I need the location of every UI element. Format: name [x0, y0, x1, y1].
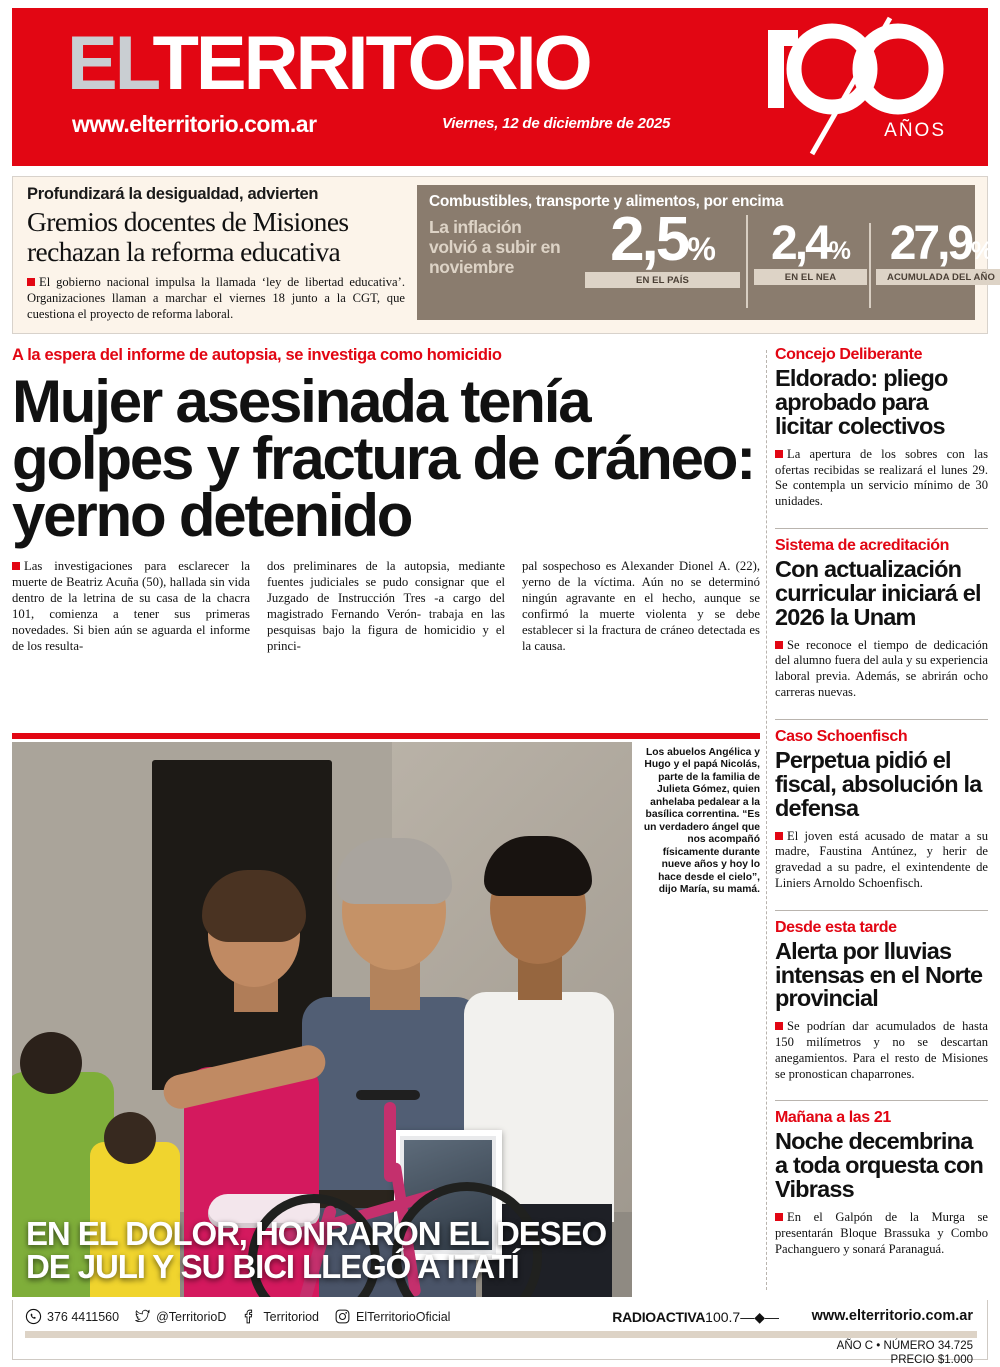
- bullet-square-icon: [775, 450, 783, 458]
- sidebar-item-concejo-deliberante[interactable]: [775, 346, 988, 519]
- sidebar-kicker: Caso Schoenfisch: [775, 727, 908, 745]
- lead-column-2: dos preliminares de la autopsia, mediante fuentes judiciales se pudo consignar que el Juzgado de Instrucción Tres -a cargo del magistrado Fernando Verón- trabaja en las pesquisas bajo la figura de homicidio y el princi-: [267, 559, 505, 653]
- lead-story[interactable]: [12, 346, 760, 654]
- sidebar-body: Se podrían dar acumulados de hasta 150 milímetros y no se descartan anegamientos. Para el resto de Misiones se pronostican chaparrones.: [775, 1019, 988, 1081]
- sidebar-body: Se reconoce el tiempo de dedicación del alumno fuera del aula y su experiencia laboral previa. Además, se abrirán ocho carreras nuevas.: [775, 637, 988, 699]
- sidebar-item-noche-decembrina[interactable]: [775, 1109, 988, 1266]
- footer-website[interactable]: www.elterritorio.com.ar: [811, 1308, 973, 1324]
- whatsapp-icon[interactable]: [25, 1308, 42, 1325]
- feature-photo-block[interactable]: [12, 733, 760, 1298]
- facebook-icon[interactable]: [241, 1308, 258, 1325]
- whatsapp-number[interactable]: 376 4411560: [47, 1309, 120, 1324]
- sidebar-kicker: Sistema de acreditación: [775, 536, 949, 554]
- stat-label: EN EL PAÍS: [585, 272, 740, 288]
- footer-bar: [25, 1331, 977, 1338]
- lead-column-3: pal sospechoso es Alexander Dionel A. (22), yerno de la víctima. Aún no se determinó ningún agravante en el hecho, aunque se confirmó la muerte violenta y se debe establecer si la fractura de cráneo detectada es la causa.: [522, 559, 760, 653]
- sidebar-divider: [775, 1100, 988, 1101]
- inflation-stat-nea: [754, 217, 867, 285]
- sidebar-headline: Noche decembrina a toda orquesta con Vibrass: [775, 1128, 984, 1203]
- twitter-handle[interactable]: @TerritorioD: [156, 1309, 227, 1324]
- radio-name: RADIOACTIVA: [612, 1309, 706, 1325]
- photo-caption: Los abuelos Angélica y Hugo y el papá Nicolás, parte de la familia de Julieta Gómez, quien anhelaba pedalear a la basílica correntina. “Es un verdadero ángel que nos acompañó físicamente durante nueve años y hoy lo hace desde el cielo”, dijo María, su mamá.: [643, 747, 760, 895]
- bullet-square-icon: [775, 641, 783, 649]
- bullet-square-icon: [775, 832, 783, 840]
- price: PRECIO $1.000: [890, 1353, 973, 1366]
- bullet-square-icon: [12, 562, 20, 570]
- footer: [12, 1300, 988, 1366]
- banner-education-story[interactable]: [27, 185, 405, 323]
- logo-territorio: TERRITORIO: [152, 21, 590, 106]
- banner-headline: Gremios docentes de Misiones rechazan la reforma educativa: [27, 206, 349, 267]
- sidebar-divider: [775, 910, 988, 911]
- centennial-anos-label: AÑOS: [884, 120, 946, 141]
- stat-value: 2,5%: [610, 205, 715, 274]
- banner-kicker: Profundizará la desigualdad, advierten: [27, 185, 319, 203]
- logo-el: EL: [67, 21, 153, 106]
- bullet-square-icon: [27, 278, 35, 286]
- sidebar-kicker: Desde esta tarde: [775, 918, 897, 936]
- lead-story-columns: [12, 558, 760, 654]
- newspaper-logo[interactable]: [67, 21, 590, 106]
- sidebar-divider: [775, 719, 988, 720]
- lead-story-headline: Mujer asesinada tenía golpes y fractura de cráneo: yerno detenido: [12, 368, 754, 549]
- sidebar-kicker: Concejo Deliberante: [775, 346, 923, 363]
- sidebar-headline: Alerta por lluvias intensas en el Norte provincial: [775, 937, 983, 1012]
- inflation-stat-country: [585, 205, 740, 288]
- stat-divider: [746, 215, 748, 308]
- inflation-top-line: Combustibles, transporte y alimentos, por encima: [429, 193, 784, 210]
- inflation-infographic: [417, 185, 995, 320]
- photo-top-rule: [12, 733, 760, 739]
- sidebar: [775, 346, 988, 1266]
- sidebar-body: La apertura de los sobres con las ofertas recibidas se realizará el lunes 29. Se contempla un servicio mínimo de 30 unidades.: [775, 446, 988, 509]
- soundwave-icon: —◆—: [740, 1309, 779, 1325]
- top-banner: [12, 176, 995, 334]
- twitter-icon[interactable]: [134, 1308, 151, 1325]
- banner-body: El gobierno nacional impulsa la llamada ‘ley de libertad educativa’. Organizaciones llaman a marchar el viernes 18 junto a la CGT, que cuestiona el proyecto de reforma laboral.: [27, 275, 405, 322]
- stat-label: ACUMULADA DEL AÑO: [876, 269, 1000, 285]
- radio-frequency: 100.7: [705, 1309, 741, 1325]
- masthead-website-url[interactable]: www.elterritorio.com.ar: [72, 111, 317, 137]
- footer-social-links: [25, 1308, 460, 1325]
- instagram-icon[interactable]: [334, 1308, 351, 1325]
- sidebar-headline: Con actualización curricular iniciará el 2026 la Unam: [775, 555, 981, 630]
- feature-photo: [12, 742, 632, 1297]
- stat-divider: [869, 223, 871, 308]
- sidebar-headline: Perpetua pidió el fiscal, absolución la defensa: [775, 746, 982, 821]
- photo-overlay-headline: EN EL DOLOR, HONRARON EL DESEO DE JULI Y SU BICI LLEGÓ A ITATÍ: [26, 1214, 607, 1286]
- masthead: [12, 8, 988, 166]
- bullet-square-icon: [775, 1213, 783, 1221]
- sidebar-headline: Eldorado: pliego aprobado para licitar colectivos: [775, 365, 948, 439]
- sidebar-body: En el Galpón de la Murga se presentarán Bloque Brassuka y Combo Pachanguero y sonará Paranaguá.: [775, 1210, 988, 1256]
- inflation-stat-annual: [876, 217, 1000, 285]
- bullet-square-icon: [775, 1022, 783, 1030]
- sidebar-kicker: Mañana a las 21: [775, 1109, 891, 1127]
- stat-value: 27,9%: [889, 217, 993, 270]
- footer-edition-info: [837, 1340, 973, 1367]
- column-separator: [766, 350, 767, 1290]
- sidebar-body: El joven está acusado de matar a su madre, Faustina Antúnez, y herir de gravedad a su padre, el exintendente de Liniers Arnoldo Schoenfisch.: [775, 828, 988, 890]
- edition-number: AÑO C • NÚMERO 34.725: [836, 1340, 973, 1352]
- lead-column-1: Las investigaciones para esclarecer la muerte de Beatriz Acuña (50), hallada sin vida dentro de la letrina de su casa de la chacra 101, comienza a tener sus primeras novedades. Si bien aún se aguarda el informe de los resulta-: [12, 559, 250, 653]
- facebook-page[interactable]: Territoriod: [263, 1309, 319, 1324]
- inflation-lead: La inflación volvió a subir en noviembre: [429, 217, 561, 277]
- stat-label: EN EL NEA: [754, 269, 867, 285]
- radio-branding[interactable]: [612, 1309, 779, 1326]
- sidebar-item-alerta-lluvias[interactable]: [775, 919, 988, 1092]
- sidebar-divider: [775, 528, 988, 529]
- instagram-account[interactable]: ElTerritorioOficial: [356, 1309, 451, 1324]
- lead-story-kicker: A la espera del informe de autopsia, se investiga como homicidio: [12, 346, 502, 364]
- stat-value: 2,4%: [771, 217, 850, 270]
- masthead-date: Viernes, 12 de diciembre de 2025: [442, 115, 671, 132]
- sidebar-item-sistema-acreditacion[interactable]: [775, 537, 988, 710]
- sidebar-item-caso-schoenfisch[interactable]: [775, 728, 988, 901]
